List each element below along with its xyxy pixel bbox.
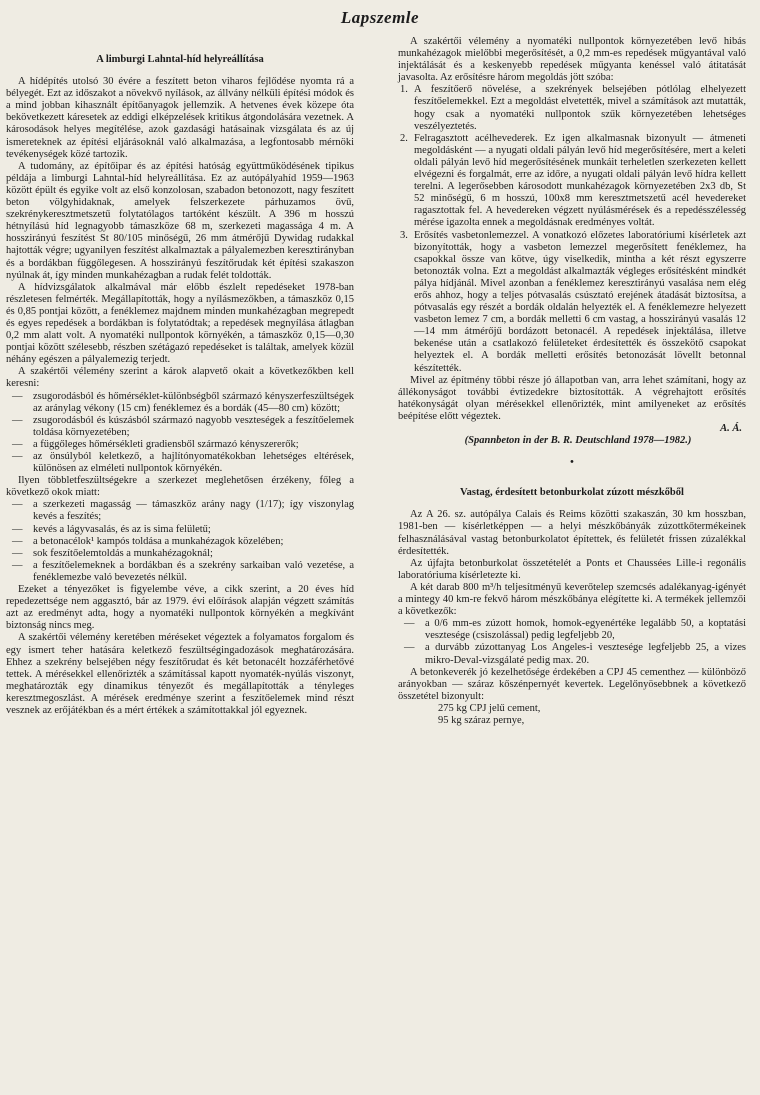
paragraph: A hídvizsgálatok alkalmával már előbb észlelt repedéseket 1978-ban részletesen felmérték. Megállapították, hogy a nyílásmezőkben, a támaszköz 0,15 és 0,85 pontjai között, a fenéklemez majdnem minden munkahézagban megrepedt és egyes repedések a bordákban is folytatódtak; a repedések megnyílása átlagban 0,2 mm alatt volt. A nyomatéki nullpontok környékén, a támaszköz 0,15—0,30 pontjai között szélesebb, részben szétágazó repedéseket is találtak, amelyek közül néhány egészen a pályalemezig terjedt. bbox=[6, 281, 354, 366]
article-title-betonburkolat: Vastag, érdesített betonburkolat zúzott mészkőből bbox=[460, 487, 684, 499]
paragraph: A tudomány, az építőipar és az építési hatóság együttműködésének tipikus példája a limburgi Lahntal-híd helyreállítása. Ez az autópályahíd 1959—1963 között épült és egyike volt az első konzolosan, szabadon betonozott, nagy feszített beton völgyhidaknak, amelyek felszerkezete párhuzamos övű, szekrénykeresztmetszetű folytatólagos tartóként készült. A 396 m hosszú hétnyílású híd legnagyobb támaszköze 68 m, szerkezeti magassága 4 m. A hosszirányú feszítést St 80/105 minőségű, 26 mm átmérőjű Dywidag rudakkal hajtották végre; ugyanilyen feszítést alkalmaztak a pályalemezben keresztirányban és a bordákban függőlegesen. A hosszirányú feszítőrudak két építési szakaszon nyúlnak át, így minden munkahézagban a rudak felét toldották. bbox=[6, 160, 354, 281]
list-item: — a durvább zúzottanyag Los Angeles-i vesztesége legfeljebb 25, a vizes mikro-Deval-vizsgálaté pedig max. 20. bbox=[398, 642, 746, 666]
paragraph: A két darab 800 m³/h teljesítményű keverőtelep szemcsés adalékanyag-igényét a mintegy 40 km-re fekvő három mészkőbánya elégítette ki. A termékek jellemzői a következők: bbox=[398, 581, 746, 618]
list-item bbox=[398, 84, 746, 132]
left-column bbox=[6, 36, 354, 717]
solution-list bbox=[398, 84, 746, 374]
paragraph: A szakértői vélemény keretében méréseket végeztek a folyamatos forgalom és egy ismert teher hatására keletkező feszültségingadozások meghatározására. Ehhez a szekrény belsejében négy feszítőrudat és két betonacélt hozzáférhetővé tettek. A mérésekkel ellenőrizték a számítással kapott nyomaték-nyúlás viszonyt, meghatározták egy dinamikus tényezőt és megállapították a tényleges keresztmegoszlást. A mérések eredménye szerint a feszítőelemek mind részt vesznek az erőjátékban és a mért értékek a számítottakkal jól egyeznek. bbox=[6, 632, 354, 716]
list-item: — zsugorodásból és hőmérséklet-különbségből származó kényszerfeszültségek az aránylag vékony (15 cm) fenéklemez és a bordák (45—80 cm) között; bbox=[6, 391, 354, 415]
list-number: 3. bbox=[400, 229, 408, 241]
list-item: — a feszítőelemeknek a bordákban és a szekrény sarkaiban való vezetése, a fenéklemezbe való bevezetés nélkül. bbox=[6, 560, 354, 584]
author-signature: A. Á. bbox=[720, 423, 742, 434]
list-item: — a 0/6 mm-es zúzott homok, homok-egyenértéke legalább 50, a koptatási vesztesége (csiszolással) pedig legfeljebb 20, bbox=[398, 618, 746, 642]
reason-list bbox=[6, 499, 354, 584]
paragraph: A szakértői vélemény a nyomatéki nullpontok környezetében levő hibás munkahézagok mielőbbi megerősítését, a 0,2 mm-es repedések műgyantával való injektálását és a keskenyebb repedések műgyanta kenéssel való átitatását javasolta. Az erősítésre három megoldás jött szóba: bbox=[398, 36, 746, 84]
list-text: A feszítőerő növelése, a szekrények belsejében pótlólag elhelyezett feszítőelemekkel. Ezt a megoldást elvetették, mivel a számítások azt mutatták, hogy csak a nyomatéki nullpontok szűk környezetében lehetséges veszélyeztetés. bbox=[414, 84, 746, 132]
composition-entry: 275 kg CPJ jelű cement, bbox=[438, 702, 541, 714]
source-citation: (Spannbeton in der B. R. Deutschland 1978—1982.) bbox=[464, 435, 692, 447]
list-item: — a függőleges hőmérsékleti gradiensből származó kényszererők; bbox=[6, 439, 354, 451]
separator-bullet: • bbox=[570, 457, 574, 469]
paragraph: Ezeket a tényezőket is figyelembe véve, a cikk szerint, a 20 éves híd repedezettsége nem aggasztó, bár az 1979. évi előírások alapján végzett számítás azt az eredményt adta, hogy a nyomatéki nullpontok környékén a megkívánt biztonság nincs meg. bbox=[6, 584, 354, 632]
list-item: — zsugorodásból és kúszásból származó nagyobb veszteségek a feszítőelemek toldása környezetében; bbox=[6, 415, 354, 439]
list-number: 1. bbox=[400, 84, 408, 96]
paragraph: A betonkeverék jó kezelhetősége érdekében a CPJ 45 cementhez — különböző arányokban — száraz kőszénpernyét kevertek. Legelőnyösebbnek a következő összetétel bizonyult: bbox=[398, 666, 746, 702]
paragraph: A hídépítés utolsó 30 évére a feszített beton viharos fejlődése nyomta rá a bélyegét. Ezt az időszakot a növekvő nyílások, az állvány nélküli építési módok és a mind jobban kihasznált építőanyagok jellemzik. A hetvenes évek közepe óta bekövetkezett káresetek az eddigi elképzelések kritikus átgondolására vezetnek. A károsodások helyes megítélése, azok gazdasági hatásainak vizsgálata és az új ismereteknek az építési eljárásoknál való alkalmazása, a legfontosabb mérnöki tevékenységek közé tartozik. bbox=[6, 76, 354, 160]
list-item: — a szerkezeti magasság — támaszköz arány nagy (1/17); így viszonylag kevés a feszítés; bbox=[6, 499, 354, 523]
list-item: — az önsúlyból keletkező, a hajlítónyomatékokban lehetséges eltérések, különösen az elméleti nullpontok környékén. bbox=[6, 451, 354, 475]
paragraph: Az A 26. sz. autópálya Calais és Reims közötti szakaszán, 30 km hosszban, 1981-ben — kísérletképpen — a helyi mészkőbányák zúzottkőtermékeinek felhasználásával vastag betonburkolatot építettek, és felületét frissen zúzalékkal érdesítették. bbox=[398, 509, 746, 557]
material-list bbox=[398, 618, 746, 666]
list-item: — sok feszítőelemtoldás a munkahézagoknál; bbox=[6, 548, 354, 560]
list-item: — kevés a lágyvasalás, és az is sima felületű; bbox=[6, 524, 354, 536]
list-number: 2. bbox=[400, 132, 408, 144]
list-text: Felragasztott acélhevederek. Ez igen alkalmasnak bizonyult — átmeneti megoldásként — a nyugati oldali pályán levő híd megerősítésére, mert a keleti oldali pályán levő híd megerősítésének munkáit terheletlen szerkezeten kellett elvégezni és forgalmát, erre az időre, a nyugati oldali pályán levő hídra kellett terelni. A legerősebben károsodott munkahézagok környezetében 2x3 db, St 52 minőségű, 6 m hosszú, 100x8 mm keresztmetszetű acél hevedereket ragasztottak fel. A hevedereken végzett nyúlásmérések és a repedésszélesség mérése igazolta ennek a megoldásnak eredményes voltát. bbox=[414, 132, 746, 229]
list-text: Erősítés vasbetonlemezzel. A vonatkozó előzetes laboratóriumi kísérletek azt bizonyították, hogy a vasbeton lemezzel megerősített fenéklemez, ha csapokkal össze van kötve, úgy viselkedik, mintha a két részt egyszerre betonozták volna. Ezt a megoldást alkalmazták végleges erősítésként mindkét pálya hídjánál. Mivel azonban a fenéklemez keresztirányú vasalása nem elég erős ahhoz, hogy a teljes pótvasalás csúsztató erejének átadását biztosítsa, a pótvasalás egy részét a bordák oldalán helyezték el. A fenéklemezre helyezett vasbeton lemez 7 cm, a bordák melletti 6 cm vastag, a hosszirányú vasalás 12—14 mm átmérőjű bordázott betonacél. A repedések injektálása, illetve bekenése után a csatlakozó felületeket érdesítették és összekötő csapokat helyeztek el. A bordák melletti erősítés betonozását lövellt betonnal készítették. bbox=[414, 229, 746, 374]
paragraph: Ilyen többletfeszültségekre a szerkezet meglehetősen érzékeny, főleg a következő okok miatt: bbox=[6, 475, 354, 499]
list-item bbox=[398, 133, 746, 230]
paragraph: Mivel az építmény többi része jó állapotban van, arra lehet számítani, hogy az állékonyságot további évtizedekre biztosították. A végrehajtott erősítés hatékonyságát olyan mérésekkel ellenőrizték, mint amilyeneket az erősítés beépítése előtt végeztek. bbox=[398, 374, 746, 422]
paragraph: Az újfajta betonburkolat összetételét a Ponts et Chaussées Lille-i regonális laboratóriuma kísérletezte ki. bbox=[398, 557, 746, 581]
right-column bbox=[398, 36, 746, 727]
article-title-lahntal: A limburgi Lahntal-híd helyreállítása bbox=[96, 54, 264, 65]
cause-list bbox=[6, 391, 354, 476]
paragraph: A szakértői vélemény szerint a károk alapvető okait a következőkben kell keresni: bbox=[6, 366, 354, 390]
composition-entry: 95 kg száraz pernye, bbox=[438, 714, 525, 726]
list-item bbox=[398, 230, 746, 375]
list-item: — a betonacélok¹ kampós toldása a munkahézagok közelében; bbox=[6, 536, 354, 548]
page-header: Lapszemle bbox=[340, 8, 420, 27]
